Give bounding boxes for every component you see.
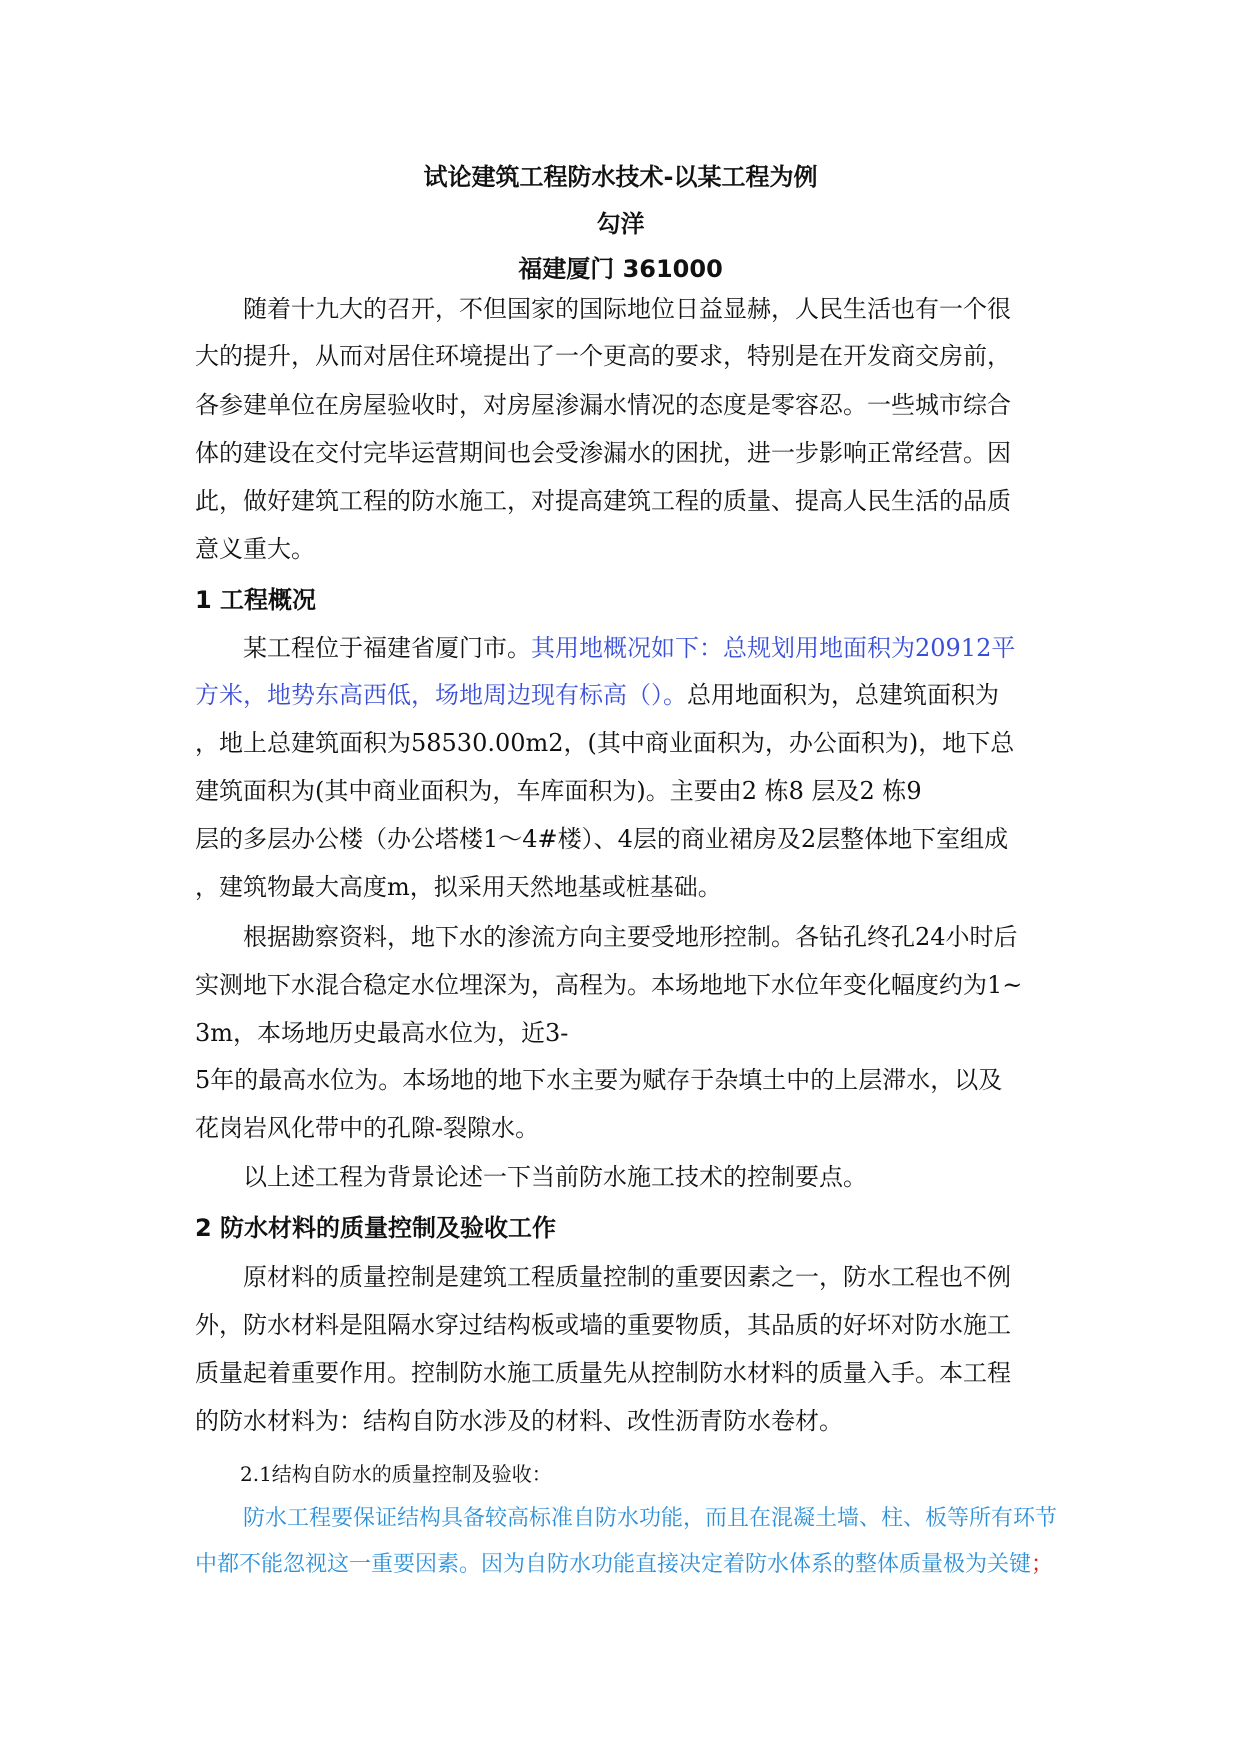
- section-2-paragraph-line: 质量起着重要作用。控制防水施工质量先从控制防水材料的质量入手。本工程: [195, 1359, 1011, 1387]
- section-1-paragraph-line: ，地上总建筑面积为58530.00m2，(其中商业面积为，办公面积为)，地下总: [195, 729, 1015, 757]
- highlighted-text-segment: 方米，地势东高西低，场地周边现有标高（）。: [195, 681, 687, 709]
- section-1-paragraph-line: 以上述工程为背景论述一下当前防水施工技术的控制要点。: [243, 1163, 867, 1191]
- section-2-paragraph-line: 原材料的质量控制是建筑工程质量控制的重要因素之一，防水工程也不例: [243, 1263, 1011, 1291]
- document-title: 试论建筑工程防水技术-以某工程为例: [423, 163, 818, 191]
- section-1-heading: 1 工程概况: [195, 586, 317, 614]
- author-name: 勾洋: [596, 210, 645, 238]
- author-address: 福建厦门 361000: [518, 255, 723, 283]
- text-segment: 某工程位于福建省厦门市。: [243, 634, 531, 662]
- section-1-paragraph-line: 花岗岩风化带中的孔隙-裂隙水。: [195, 1114, 540, 1142]
- subsection-2-1-heading: 2.1结构自防水的质量控制及验收：: [240, 1462, 552, 1486]
- section-1-paragraph-line: 实测地下水混合稳定水位埋深为，高程为。本场地地下水位年变化幅度约为1~: [195, 971, 1023, 999]
- section-1-paragraph-line: 建筑面积为(其中商业面积为，车库面积为)。主要由2 栋8 层及2 栋9: [195, 777, 922, 805]
- intro-line: 体的建设在交付完毕运营期间也会受渗漏水的困扰，进一步影响正常经营。因: [195, 439, 1011, 467]
- subsection-paragraph-line: [195, 1550, 1053, 1580]
- section-1-paragraph-line: [195, 680, 999, 710]
- section-2-heading: 2 防水材料的质量控制及验收工作: [195, 1214, 557, 1242]
- subsection-paragraph-line: 防水工程要保证结构具备较高标准自防水功能，而且在混凝土墙、柱、板等所有环节: [243, 1506, 1058, 1531]
- intro-line: 大的提升，从而对居住环境提出了一个更高的要求，特别是在开发商交房前，: [195, 342, 1011, 370]
- punctuation-mark: ；: [1031, 1552, 1054, 1577]
- text-segment: 中都不能忽视这一重要因素。因为自防水功能直接决定着防水体系的整体质量极为关键: [195, 1552, 1032, 1577]
- intro-line: 意义重大。: [195, 535, 315, 563]
- section-1-paragraph-line: [243, 633, 1015, 663]
- intro-line: 各参建单位在房屋验收时，对房屋渗漏水情况的态度是零容忍。一些城市综合: [195, 391, 1011, 419]
- section-1-paragraph-line: ，建筑物最大高度m，拟采用天然地基或桩基础。: [195, 873, 722, 901]
- section-2-paragraph-line: 的防水材料为：结构自防水涉及的材料、改性沥青防水卷材。: [195, 1407, 843, 1435]
- highlighted-text-segment: 其用地概况如下：总规划用地面积为20912平: [531, 634, 1016, 662]
- section-1-paragraph-line: 层的多层办公楼（办公塔楼1～4#楼）、4层的商业裙房及2层整体地下室组成: [195, 825, 1009, 853]
- section-1-paragraph-line: 5年的最高水位为。本场地的地下水主要为赋存于杂填土中的上层滞水，以及: [195, 1066, 1003, 1094]
- text-segment: 总用地面积为，总建筑面积为: [687, 681, 999, 709]
- intro-line: 此，做好建筑工程的防水施工，对提高建筑工程的质量、提高人民生活的品质: [195, 487, 1011, 515]
- section-1-paragraph-line: 3m，本场地历史最高水位为，近3-: [195, 1019, 569, 1047]
- section-1-paragraph-line: 根据勘察资料，地下水的渗流方向主要受地形控制。各钻孔终孔24小时后: [243, 923, 1018, 951]
- section-2-paragraph-line: 外，防水材料是阻隔水穿过结构板或墙的重要物质，其品质的好坏对防水施工: [195, 1311, 1011, 1339]
- intro-line: 随着十九大的召开，不但国家的国际地位日益显赫，人民生活也有一个很: [243, 295, 1011, 323]
